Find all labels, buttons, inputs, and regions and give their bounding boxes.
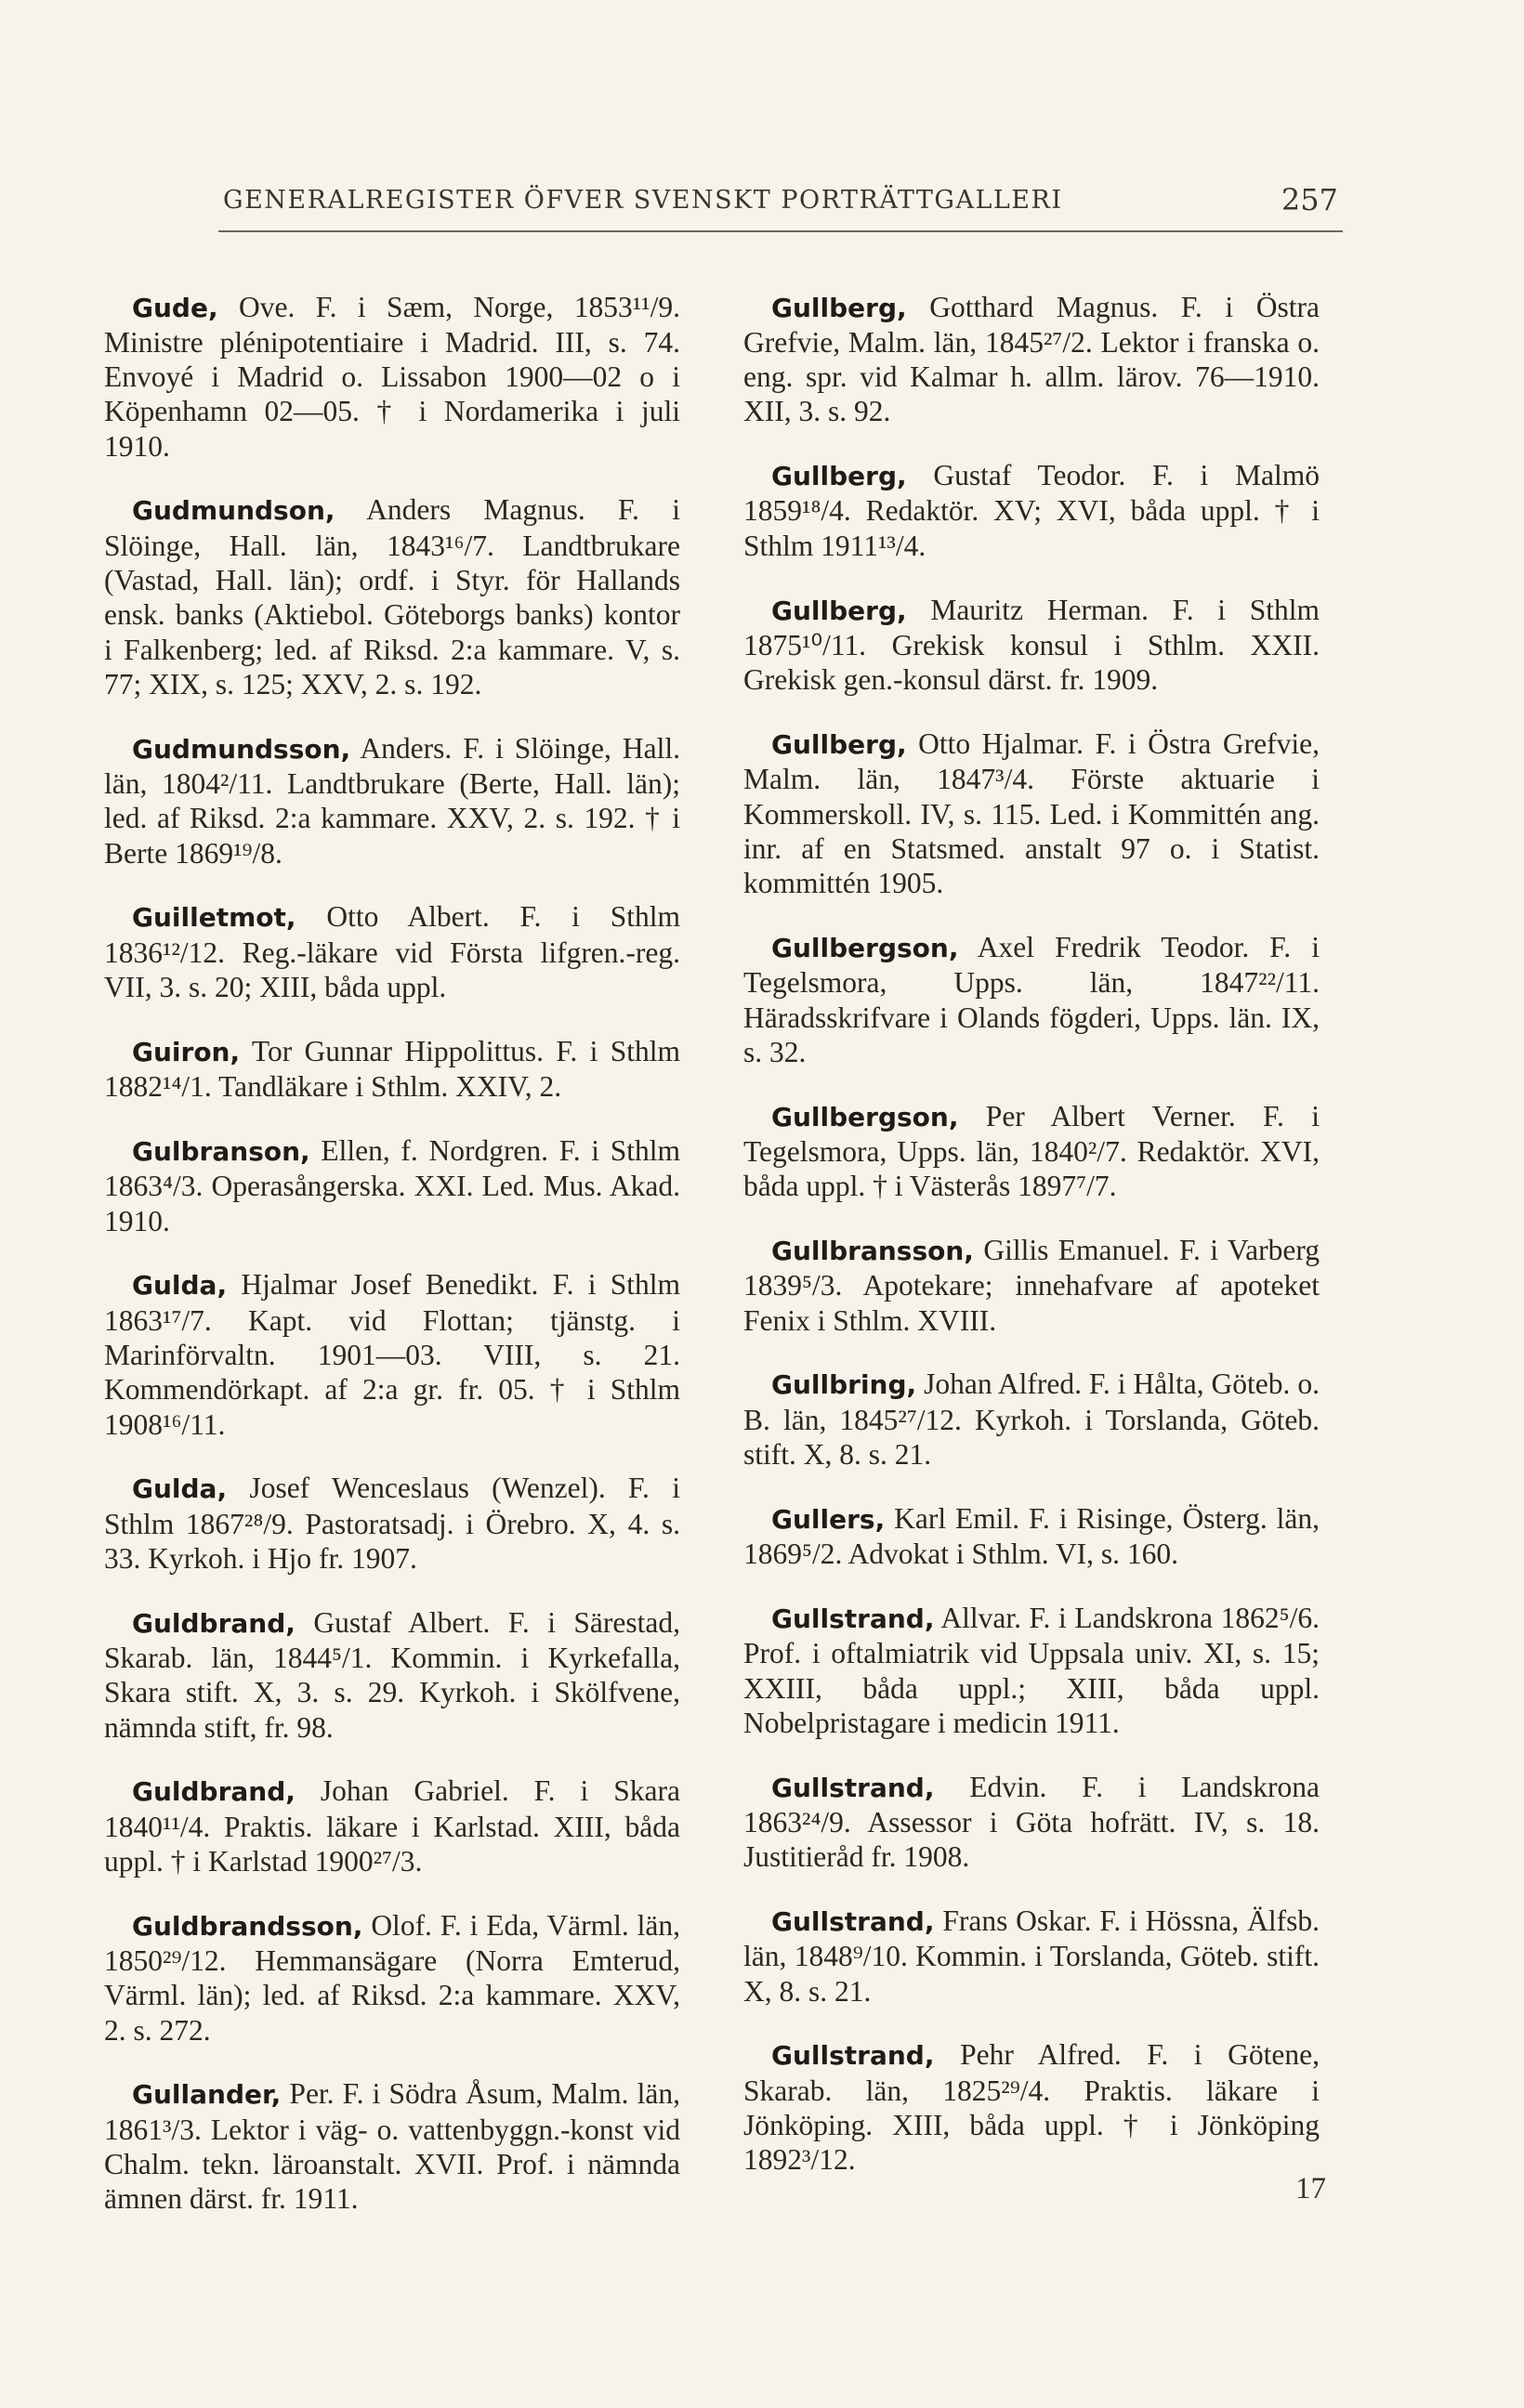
register-entry [743, 1904, 1320, 2009]
register-entry [743, 1367, 1320, 1472]
entry-name: Guiron, [132, 1036, 241, 1067]
entry-name: Gulbranson, [132, 1135, 310, 1167]
running-header [218, 175, 1343, 232]
register-entry [743, 458, 1320, 563]
entry-name: Gude, [132, 292, 218, 323]
register-entry [104, 2076, 680, 2216]
register-entry [743, 1770, 1320, 1875]
register-entry [743, 930, 1320, 1069]
header-title: GENERALREGISTER ÖFVER SVENSKT PORTRÄTTGALLERI [223, 186, 1063, 215]
register-entry [104, 731, 680, 870]
register-entry [104, 290, 680, 464]
entry-name: Gullbergson, [771, 1101, 959, 1132]
entry-text: Ove. F. i Sæm, Norge, 1853¹¹/9. Ministre plénipotentiaire i Madrid. III, s. 74. Envoyé i Madrid o. Lissabon 1900—02 o i Köpenhamn 02—05. † i Nordamerika i juli 1910. [104, 290, 680, 463]
entry-text: Johan Alfred. F. i Hålta, Göteb. o. B. län, 1845²⁷/12. Kyrkoh. i Torslanda, Göteb. stift. X, 8. s. 21. [743, 1368, 1320, 1472]
entry-name: Gullbring, [771, 1369, 917, 1401]
entry-text: Anders Magnus. F. i Slöinge, Hall. län, 1843¹⁶/7. Landtbrukare (Vastad, Hall. län); ordf. i Styr. för Hallands ensk. banks (Aktiebol. Göteborgs banks) kontor i Falkenberg; led. af Riksd. 2:a kammare. V, s. 77; XIX, s. 125; XXV, 2. s. 192. [104, 493, 680, 700]
entry-text: Pehr Alfred. F. i Götene, Skarab. län, 1825²⁹/4. Praktis. läkare i Jönköping. XIII, båda uppl. † i Jönköping 1892³/12. [743, 2038, 1320, 2177]
entry-text: Per. F. i Södra Åsum, Malm. län, 1861³/3. Lektor i väg- o. vattenbyggn.-konst vid Chalm. tekn. läroanstalt. XVII. Prof. i nämnda ämnen därst. fr. 1911. [104, 2077, 680, 2216]
entry-name: Gulda, [132, 1473, 228, 1505]
register-entry [104, 1773, 680, 1878]
entry-text: Hjalmar Josef Benedikt. F. i Sthlm 1863¹⁷/7. Kapt. vid Flottan; tjänstg. i Marinförvaltn. 1901—03. VIII, s. 21. Kommendörkapt. af 2:a gr. fr. 05. † i Sthlm 1908¹⁶/11. [104, 1268, 680, 1441]
entry-name: Gullstrand, [771, 1772, 935, 1803]
entry-text: Edvin. F. i Landskrona 1863²⁴/9. Assessor i Göta hofrätt. IV, s. 18. Justitieråd fr. 1908. [743, 1770, 1320, 1874]
signature-mark: 17 [1295, 2172, 1326, 2205]
entry-name: Guilletmot, [132, 902, 296, 934]
entry-name: Gudmundsson, [132, 733, 351, 765]
entry-text: Otto Albert. F. i Sthlm 1836¹²/12. Reg.-läkare vid Första lifgren.-reg. VII, 3. s. 20; XIII, båda uppl. [104, 900, 680, 1004]
entry-name: Gullstrand, [771, 1905, 935, 1937]
entry-name: Gullander, [132, 2079, 282, 2111]
register-entry [743, 593, 1320, 698]
entry-text: Anders. F. i Slöinge, Hall. län, 1804²/11. Landtbrukare (Berte, Hall. län); led. af Riksd. 2:a kammare. XXV, 2. s. 192. † i Berte 1869¹⁹/8. [104, 731, 680, 870]
register-entry [743, 290, 1320, 429]
entry-text: Mauritz Herman. F. i Sthlm 1875¹⁰/11. Grekisk konsul i Sthlm. XXII. Grekisk gen.-konsul därst. fr. 1909. [743, 593, 1320, 697]
entry-text: Gustaf Teodor. F. i Malmö 1859¹⁸/4. Redaktör. XV; XVI, båda uppl. † i Sthlm 1911¹³/4. [743, 459, 1320, 562]
register-entry [743, 1099, 1320, 1204]
entry-text: Olof. F. i Eda, Värml. län, 1850²⁹/12. Hemmansägare (Norra Emterud, Värml. län); led. af Riksd. 2:a kammare. XXV, 2. s. 272. [104, 1908, 680, 2047]
entry-text: Josef Wenceslaus (Wenzel). F. i Sthlm 1867²⁸/9. Pastoratsadj. i Örebro. X, 4. s. 33. Kyrkoh. i Hjo fr. 1907. [104, 1472, 680, 1575]
register-entry [743, 1233, 1320, 1338]
entry-text: Gustaf Albert. F. i Särestad, Skarab. län, 1844⁵/1. Kommin. i Kyrkefalla, Skara stift. X, 3. s. 29. Kyrkoh. i Skölfvene, nämnda stift, fr. 98. [104, 1605, 680, 1744]
register-entry [104, 1605, 680, 1745]
entry-name: Gulda, [132, 1270, 228, 1302]
register-entry [743, 1501, 1320, 1572]
entry-name: Gullstrand, [771, 1603, 935, 1634]
entry-text: Gotthard Magnus. F. i Östra Grefvie, Malm. län, 1845²⁷/2. Lektor i franska o. eng. spr. vid Kalmar h. allm. lärov. 76—1910. XII, 3. s. 92. [743, 290, 1320, 428]
entry-name: Gullstrand, [771, 2040, 935, 2072]
entry-name: Gullbransson, [771, 1236, 974, 1267]
page-number: 257 [1281, 182, 1338, 217]
register-entry [104, 1471, 680, 1576]
entry-text: Frans Oskar. F. i Hössna, Älfsb. län, 1848⁹/10. Kommin. i Torslanda, Göteb. stift. X, 8. s. 21. [743, 1904, 1320, 2008]
register-entry [104, 899, 680, 1004]
entry-name: Guldbrand, [132, 1776, 296, 1808]
entry-name: Gullberg, [771, 595, 907, 626]
entry-name: Guldbrand, [132, 1607, 296, 1639]
left-column [104, 260, 680, 2230]
entry-text: Allvar. F. i Landskrona 1862⁵/6. Prof. i oftalmiatrik vid Uppsala univ. XI, s. 15; XXIII, båda uppl.; XIII, båda uppl. Nobelpristagare i medicin 1911. [743, 1601, 1320, 1739]
entry-name: Gullers, [771, 1503, 886, 1535]
right-column [743, 260, 1320, 2191]
register-entry [104, 1133, 680, 1238]
register-entry [104, 492, 680, 701]
entry-text: Gillis Emanuel. F. i Varberg 1839⁵/3. Apotekare; innehafvare af apoteket Fenix i Sthlm. XVIII. [743, 1234, 1320, 1337]
entry-text: Per Albert Verner. F. i Tegelsmora, Upps. län, 1840²/7. Redaktör. XVI, båda uppl. † i Västerås 1897⁷/7. [743, 1099, 1320, 1203]
entry-text: Axel Fredrik Teodor. F. i Tegelsmora, Upps. län, 1847²²/11. Häradsskrifvare i Olands fögderi, Upps. län. IX, s. 32. [743, 930, 1320, 1068]
entry-name: Gullberg, [771, 461, 907, 492]
register-entry [104, 1034, 680, 1105]
register-entry [743, 2037, 1320, 2177]
register-entry [743, 726, 1320, 900]
register-entry [104, 1908, 680, 2048]
entry-name: Gullberg, [771, 292, 907, 323]
entry-name: Gullberg, [771, 728, 907, 760]
register-entry [104, 1267, 680, 1441]
entry-text: Johan Gabriel. F. i Skara 1840¹¹/4. Praktis. läkare i Karlstad. XIII, båda uppl. † i Karlstad 1900²⁷/3. [104, 1774, 680, 1878]
entry-name: Gullbergson, [771, 932, 959, 963]
entry-text: Ellen, f. Nordgren. F. i Sthlm 1863⁴/3. Operasångerska. XXI. Led. Mus. Akad. 1910. [104, 1133, 680, 1237]
entry-text: Otto Hjalmar. F. i Östra Grefvie, Malm. län, 1847³/4. Förste aktuarie i Kommerskoll. IV, s. 115. Led. i Kommittén ang. inr. af en Statsmed. anstalt 97 o. i Statist. kommittén 1905. [743, 726, 1320, 900]
entry-name: Guldbrandsson, [132, 1910, 363, 1942]
register-entry [743, 1601, 1320, 1740]
entry-name: Gudmundson, [132, 495, 335, 527]
entry-text: Karl Emil. F. i Risinge, Österg. län, 1869⁵/2. Advokat i Sthlm. VI, s. 160. [743, 1501, 1320, 1571]
entry-text: Tor Gunnar Hippolittus. F. i Sthlm 1882¹⁴/1. Tandläkare i Sthlm. XXIV, 2. [104, 1034, 680, 1104]
